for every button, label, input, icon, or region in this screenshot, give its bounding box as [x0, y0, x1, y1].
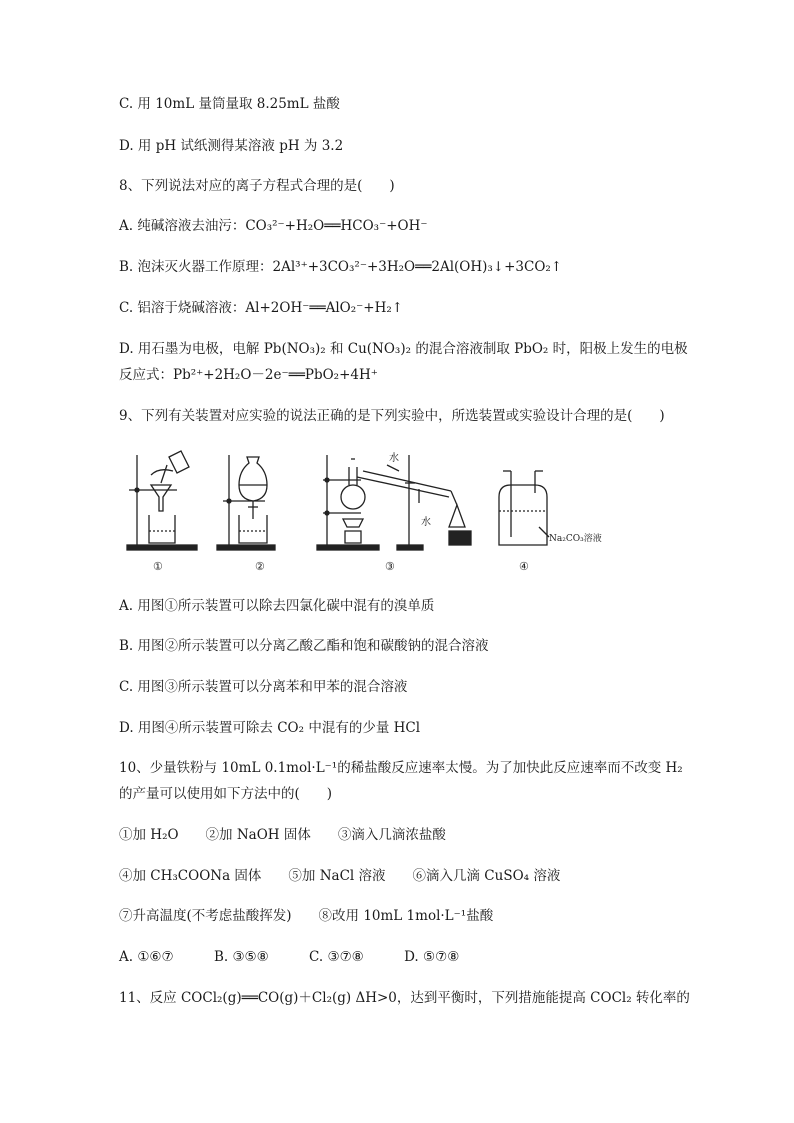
- question-9-option-b: B. 用图②所示装置可以分离乙酸乙酯和饱和碳酸钠的混合溶液: [119, 638, 489, 654]
- question-10-option-a: A. ①⑥⑦: [119, 949, 174, 965]
- apparatus-1-filtration: [127, 451, 197, 550]
- apparatus-3-distillation: [317, 455, 471, 550]
- question-8-stem: 8、下列说法对应的离子方程式合理的是( ): [119, 178, 395, 194]
- figure-label-3: ③: [385, 560, 395, 573]
- question-9-option-c: C. 用图③所示装置可以分离苯和甲苯的混合溶液: [119, 679, 408, 695]
- apparatus-3-water-labels: [389, 451, 431, 528]
- question-8-option-d-line1: D. 用石墨为电极，电解 Pb(NO₃)₂ 和 Cu(NO₃)₂ 的混合溶液制取 PbO₂ 时，阳极上发生的电极: [119, 341, 688, 357]
- option-d-text: D. 用 pH 试纸测得某溶液 pH 为 3.2: [119, 138, 344, 154]
- question-10-option-b: B. ③⑤⑧: [213, 949, 269, 965]
- apparatus-2-separatory-funnel: [217, 455, 275, 550]
- question-10-methods-3: ⑦升高温度(不考虑盐酸挥发) ⑧改用 10mL 1mol·L⁻¹盐酸: [119, 908, 494, 924]
- question-10-option-c: C. ③⑦⑧: [309, 949, 364, 965]
- question-10-methods-1: ①加 H₂O ②加 NaOH 固体 ③滴入几滴浓盐酸: [119, 827, 446, 843]
- question-8-option-c: C. 铝溶于烧碱溶液：Al+2OH⁻══AlO₂⁻+H₂↑: [119, 300, 404, 316]
- figure-label-1: ①: [153, 560, 163, 573]
- question-10-option-d: D. ⑤⑦⑧: [404, 949, 460, 965]
- question-9-option-a: A. 用图①所示装置可以除去四氯化碳中混有的溴单质: [119, 598, 435, 614]
- question-8-option-b: B. 泡沫灭火器工作原理：2Al³⁺+3CO₃²⁻+3H₂O══2Al(OH)₃↓+3CO₂↑: [119, 259, 563, 275]
- question-9-stem: 9、下列有关装置对应实验的说法正确的是下列实验中，所选装置或实验设计合理的是( ): [119, 408, 665, 424]
- apparatus-figure: [119, 445, 639, 580]
- apparatus-drawing: [119, 445, 639, 580]
- question-8-option-a: A. 纯碱溶液去油污：CO₃²⁻+H₂O══HCO₃⁻+OH⁻: [119, 218, 428, 234]
- water-bottom-label: 水: [421, 517, 431, 528]
- question-10-stem-line2: 的产量可以使用如下方法中的( ): [119, 786, 333, 802]
- water-top-label: 水: [389, 453, 399, 464]
- question-10-stem-line1: 10、少量铁粉与 10mL 0.1mol·L⁻¹的稀盐酸反应速率太慢。为了加快此反应速率而不改变 H₂: [119, 760, 683, 776]
- question-11-stem: 11、反应 COCl₂(g)══CO(g)＋Cl₂(g) ΔH>0，达到平衡时，下列措施能提高 COCl₂ 转化率的: [119, 990, 690, 1006]
- apparatus-4-gas-washing-bottle: [499, 471, 549, 545]
- question-8-option-d-line2: 反应式：Pb²⁺+2H₂O－2e⁻══PbO₂+4H⁺: [119, 367, 378, 383]
- question-10-methods-2: ④加 CH₃COONa 固体 ⑤加 NaCl 溶液 ⑥滴入几滴 CuSO₄ 溶液: [119, 868, 561, 884]
- figure-label-4: ④: [519, 560, 529, 573]
- figure-label-2: ②: [255, 560, 265, 573]
- question-9-option-d: D. 用图④所示装置可除去 CO₂ 中混有的少量 HCl: [119, 720, 421, 736]
- option-c-text: C. 用 10mL 量筒量取 8.25mL 盐酸: [119, 96, 340, 112]
- question-10-options: [119, 947, 495, 967]
- na2co3-label: Na₂CO₃溶液: [549, 534, 602, 544]
